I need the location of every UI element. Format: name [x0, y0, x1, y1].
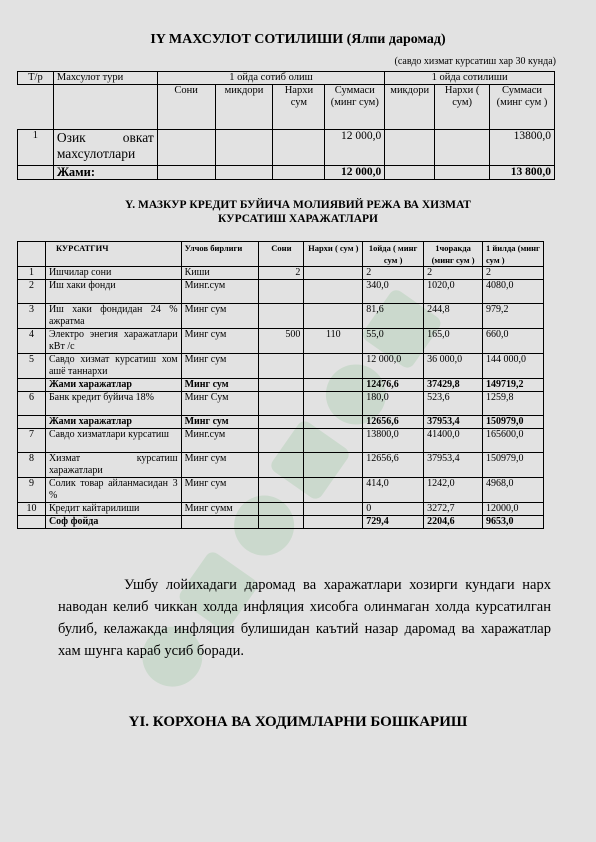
- cell-count: [259, 379, 304, 392]
- cell-count: [259, 354, 304, 379]
- total-sell-sum: 13 800,0: [490, 166, 555, 180]
- table-row: [18, 453, 544, 478]
- cell-m: 414,0: [363, 478, 424, 503]
- cell-no: 5: [18, 354, 46, 379]
- cell-unit: Минг сум: [181, 354, 259, 379]
- header-sell-group: 1 ойда сотилиши: [385, 72, 555, 85]
- cell-count: [259, 429, 304, 453]
- cell-count: [259, 453, 304, 478]
- cell-m: 12476,6: [363, 379, 424, 392]
- header-qty: микдори: [215, 85, 273, 130]
- cell-m: 12656,6: [363, 416, 424, 429]
- cell-q: 2: [424, 267, 483, 280]
- cell-name: Ишчилар сони: [45, 267, 181, 280]
- col-header-price: Нархи ( сум ): [304, 242, 363, 267]
- cell-price: [304, 429, 363, 453]
- total-buy-sum: 12 000,0: [325, 166, 385, 180]
- header-sum: Суммаси (минг сум): [325, 85, 385, 130]
- header-buy-group: 1 ойда сотиб олиш: [157, 72, 385, 85]
- cell-y: 165600,0: [483, 429, 544, 453]
- cell-q: 523,6: [424, 392, 483, 416]
- cell-unit: Минг сум: [181, 416, 259, 429]
- cell-m: 55,0: [363, 329, 424, 354]
- col-header-quarter: 1чоракда (минг сум ): [424, 242, 483, 267]
- cell-name: Хизмат курсатиш харажатлари: [45, 453, 181, 478]
- header-count: Сони: [157, 85, 215, 130]
- table-row: [18, 280, 544, 304]
- cell-q: 36 000,0: [424, 354, 483, 379]
- cell-unit: Минг сум: [181, 478, 259, 503]
- section6-title: YI. КОРХОНА ВА ХОДИМЛАРНИ БОШКАРИШ: [128, 714, 468, 730]
- cell-y: 2: [483, 267, 544, 280]
- cell-price: [304, 416, 363, 429]
- row-buy-sum: 12 000,0: [325, 130, 385, 166]
- cell-m: 0: [363, 503, 424, 516]
- cell-y: 979,2: [483, 304, 544, 329]
- cell-unit: Минг сум: [181, 453, 259, 478]
- header-price: Нархи сум: [273, 85, 325, 130]
- total-label: Жами:: [53, 166, 157, 180]
- cell-price: [304, 478, 363, 503]
- table-row: [18, 379, 544, 392]
- cell-y: 150979,0: [483, 453, 544, 478]
- cell-unit: Минг.сум: [181, 429, 259, 453]
- cell-y: 660,0: [483, 329, 544, 354]
- cell-q: 37953,4: [424, 416, 483, 429]
- cell-no: [18, 379, 46, 392]
- cell-unit: Минг.сум: [181, 280, 259, 304]
- cell-price: [304, 354, 363, 379]
- cell-count: [259, 503, 304, 516]
- cell-y: 9653,0: [483, 516, 544, 529]
- cell-q: 37429,8: [424, 379, 483, 392]
- cell-unit: [181, 516, 259, 529]
- table-row: [18, 392, 544, 416]
- cell-price: [304, 392, 363, 416]
- cell-count: [259, 392, 304, 416]
- cell-no: 2: [18, 280, 46, 304]
- header-price2: Нархи ( сум): [435, 85, 490, 130]
- cell-price: [304, 503, 363, 516]
- section4-title: IY МАХСУЛОТ СОТИЛИШИ (Ялпи даромад): [150, 32, 446, 47]
- table-row: [18, 503, 544, 516]
- cell-y: 4968,0: [483, 478, 544, 503]
- cell-no: 9: [18, 478, 46, 503]
- cell-no: 3: [18, 304, 46, 329]
- col-header-month: 1ойда ( минг сум ): [363, 242, 424, 267]
- cell-count: [259, 478, 304, 503]
- cell-name: Соф фойда: [45, 516, 181, 529]
- table-row: [18, 329, 544, 354]
- row-sell-sum: 13800,0: [490, 130, 555, 166]
- section4-subtitle: (савдо хизмат курсатиш хар 30 кунда): [394, 56, 556, 67]
- cell-name: Солик товар айланмасидан 3 %: [45, 478, 181, 503]
- cell-m: 81,6: [363, 304, 424, 329]
- cell-y: 4080,0: [483, 280, 544, 304]
- cell-name: Жами харажатлар: [45, 379, 181, 392]
- cell-price: 110: [304, 329, 363, 354]
- cell-y: 1259,8: [483, 392, 544, 416]
- header-product: Махсулот тури: [53, 72, 157, 85]
- cell-m: 180,0: [363, 392, 424, 416]
- cell-y: 144 000,0: [483, 354, 544, 379]
- sales-table: [17, 71, 555, 180]
- col-header-count: Сони: [259, 242, 304, 267]
- cell-unit: Минг сум: [181, 304, 259, 329]
- financial-plan-table: [17, 241, 544, 529]
- cell-no: 10: [18, 503, 46, 516]
- cell-price: [304, 379, 363, 392]
- header-no: Т/р: [18, 72, 54, 85]
- summary-paragraph: [58, 574, 551, 662]
- table-row: [18, 304, 544, 329]
- cell-price: [304, 516, 363, 529]
- col-header-indicator: КУРСАТГИЧ: [45, 242, 181, 267]
- table-row: [18, 429, 544, 453]
- cell-price: [304, 267, 363, 280]
- cell-no: [18, 516, 46, 529]
- col-header-year: 1 йилда (минг сум ): [483, 242, 544, 267]
- cell-name: Савдо хизмат курсатиш хом ашё таннархи: [45, 354, 181, 379]
- cell-name: Электро энегия харажатлари кВт /с: [45, 329, 181, 354]
- header-sum2: Суммаси (минг сум ): [490, 85, 555, 130]
- cell-no: 1: [18, 267, 46, 280]
- cell-unit: Минг сум: [181, 329, 259, 354]
- cell-m: 12 000,0: [363, 354, 424, 379]
- section5-title-line2: КУРСАТИШ ХАРАЖАТЛАРИ: [218, 213, 378, 225]
- cell-unit: Минг Сум: [181, 392, 259, 416]
- table-row: [18, 516, 544, 529]
- row-product: Озик овкат махсулотлари: [53, 130, 157, 166]
- cell-m: 340,0: [363, 280, 424, 304]
- cell-price: [304, 304, 363, 329]
- cell-name: Иш хаки фонди: [45, 280, 181, 304]
- cell-name: Кредит кайтарилиши: [45, 503, 181, 516]
- cell-name: Банк кредит буйича 18%: [45, 392, 181, 416]
- section5-title-line1: Y. МАЗКУР КРЕДИТ БУЙИЧА МОЛИЯВИЙ РЕЖА ВА ХИЗМАТ: [125, 199, 471, 211]
- cell-price: [304, 280, 363, 304]
- cell-count: [259, 516, 304, 529]
- cell-no: 6: [18, 392, 46, 416]
- cell-count: [259, 416, 304, 429]
- cell-no: 8: [18, 453, 46, 478]
- cell-unit: Минг сумм: [181, 503, 259, 516]
- table-row: [18, 416, 544, 429]
- cell-m: 13800,0: [363, 429, 424, 453]
- cell-no: 7: [18, 429, 46, 453]
- cell-name: Жами харажатлар: [45, 416, 181, 429]
- cell-price: [304, 453, 363, 478]
- cell-y: 150979,0: [483, 416, 544, 429]
- cell-count: 500: [259, 329, 304, 354]
- cell-no: 4: [18, 329, 46, 354]
- cell-m: 12656,6: [363, 453, 424, 478]
- cell-y: 149719,2: [483, 379, 544, 392]
- cell-m: 2: [363, 267, 424, 280]
- cell-m: 729,4: [363, 516, 424, 529]
- cell-q: 2204,6: [424, 516, 483, 529]
- header-qty2: микдори: [385, 85, 435, 130]
- cell-q: 1020,0: [424, 280, 483, 304]
- cell-name: Иш хаки фондидан 24 % ажратма: [45, 304, 181, 329]
- cell-q: 37953,4: [424, 453, 483, 478]
- cell-y: 12000,0: [483, 503, 544, 516]
- cell-q: 165,0: [424, 329, 483, 354]
- table-row: [18, 478, 544, 503]
- table-row: [18, 267, 544, 280]
- summary-text: Ушбу лойихадаги даромад ва харажатлари хозирги кундаги нарх наводан келиб чиккан холда инфляция хисобга олинмаган холда курсатилган булиб, келажакда инфляция булишидан каътий назар даромад ва харажатлар хам шунга караб усиб боради.: [58, 577, 551, 659]
- cell-name: Савдо хизматлари курсатиш: [45, 429, 181, 453]
- col-header-unit: Улчов бирлиги: [181, 242, 259, 267]
- cell-q: 1242,0: [424, 478, 483, 503]
- row-no: 1: [18, 130, 54, 166]
- table-row: [18, 354, 544, 379]
- cell-count: [259, 304, 304, 329]
- cell-unit: Минг сум: [181, 379, 259, 392]
- cell-count: 2: [259, 267, 304, 280]
- cell-q: 3272,7: [424, 503, 483, 516]
- cell-no: [18, 416, 46, 429]
- cell-q: 41400,0: [424, 429, 483, 453]
- cell-unit: Киши: [181, 267, 259, 280]
- cell-count: [259, 280, 304, 304]
- section5-title: [0, 198, 596, 226]
- cell-q: 244,8: [424, 304, 483, 329]
